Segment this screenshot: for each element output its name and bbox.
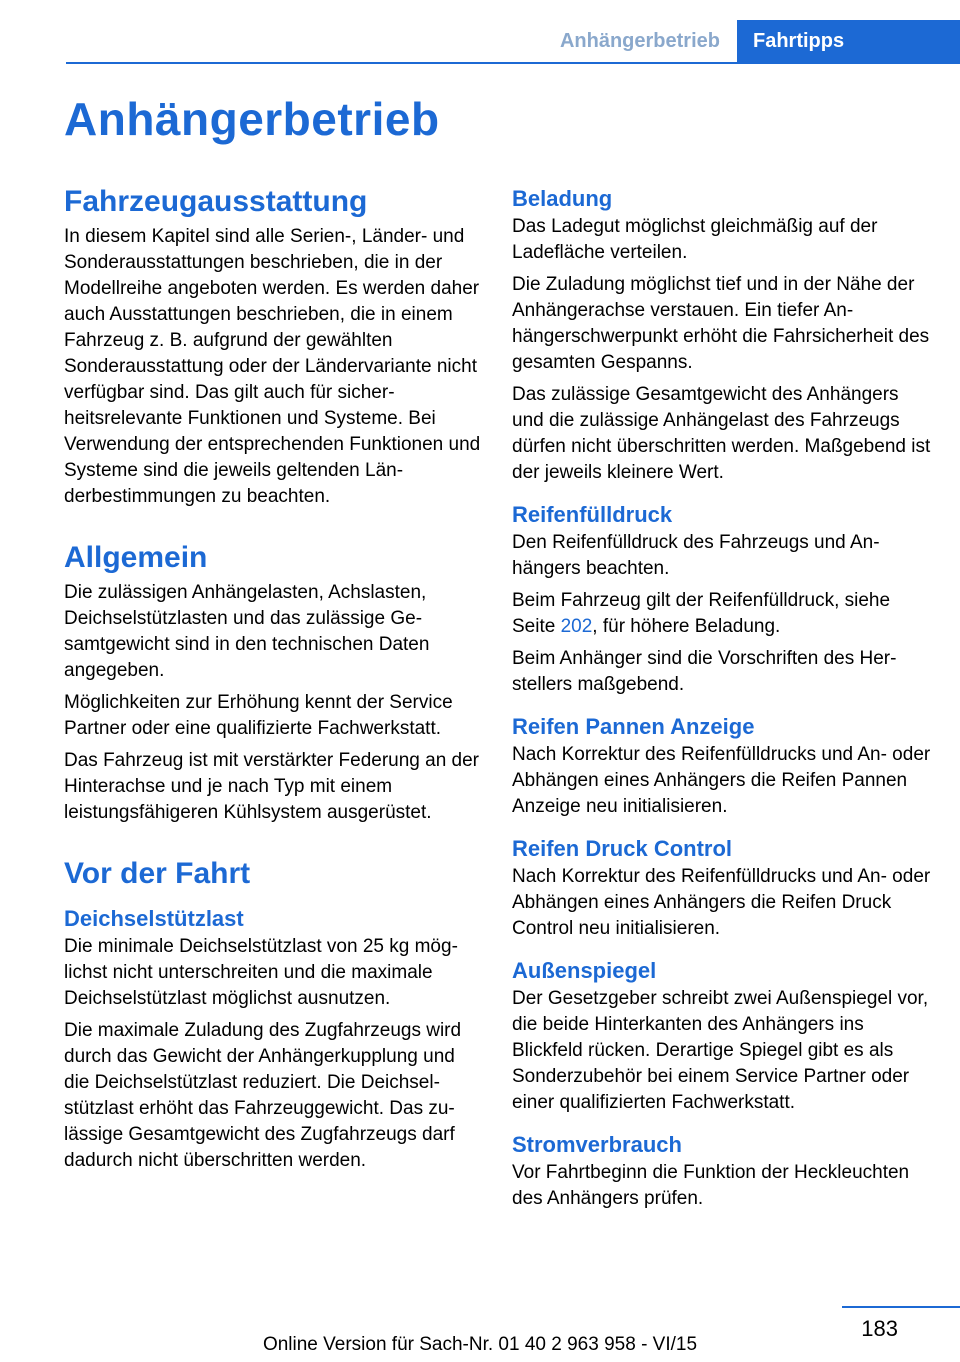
text-segment: Beim Fahrzeug gilt der Reifenfülldruck, siehe Seite — [512, 590, 891, 637]
paragraph: Nach Korrektur des Reifenfülldrucks und An- oder Abhängen eines Anhängers die Reifen Druck Control neu initialisieren. — [512, 866, 931, 939]
header-chapter-tab: Fahrtipps — [737, 20, 960, 62]
paragraph: Das Ladegut möglichst gleichmäßig auf der Ladefläche verteilen. — [512, 216, 878, 263]
header-rule — [66, 62, 960, 64]
paragraph: Die minimale Deichselstützlast von 25 kg möglichst nicht unterschreiten und die maximale Deichselstützlast möglichst ausnutzen. — [64, 936, 458, 1009]
page-number: 183 — [861, 1316, 898, 1341]
heading-fahrzeugausstattung: Fahrzeugausstattung — [64, 185, 368, 218]
subheading-reifen-druck-control: Reifen Druck Control — [512, 836, 733, 861]
text-segment: , für höhere Beladung. — [592, 616, 781, 637]
paragraph: Vor Fahrtbeginn die Funktion der Heckleuchten des Anhängers prüfen. — [512, 1162, 910, 1209]
left-column — [64, 180, 484, 1180]
subheading-beladung: Beladung — [512, 186, 613, 211]
paragraph: Das Fahrzeug ist mit verstärkter Federung an der Hinterachse und je nach Typ mit einem leistungsfähigeren Kühlsystem ausgerüstet. — [64, 750, 480, 823]
page-title: Anhängerbetrieb — [64, 93, 440, 145]
paragraph: Die Zuladung möglichst tief und in der Nähe der Anhängerachse verstauen. Ein tiefer Anhängerschwerpunkt erhöht die Fahrsicherheit des gesamten Gespanns. — [512, 274, 930, 373]
subheading-stromverbrauch: Stromverbrauch — [512, 1132, 682, 1157]
paragraph: Möglichkeiten zur Erhöhung kennt der Service Partner oder eine qualifizierte Fachwerkstatt. — [64, 692, 453, 739]
page-link[interactable]: 202 — [560, 616, 593, 637]
subheading-reifen-pannen-anzeige: Reifen Pannen Anzeige — [512, 714, 755, 739]
paragraph: Den Reifenfülldruck des Fahrzeugs und Anhängers beachten. — [512, 532, 880, 579]
footer-version-text: Online Version für Sach-Nr. 01 40 2 963 958 - VI/15 — [262, 1334, 698, 1355]
paragraph-page-reference — [512, 588, 932, 640]
paragraph: Nach Korrektur des Reifenfülldrucks und An- oder Abhängen eines Anhängers die Reifen Pannen Anzeige neu initialisieren. — [512, 744, 931, 817]
paragraph: Der Gesetzgeber schreibt zwei Außenspiegel vor, die beide Hinterkanten des Anhängers ins Blickfeld rücken. Derartige Spiegel gibt es als Sonderzubehör bei einem Service Partner oder einer qualifizierten Fachwerkstatt. — [512, 988, 929, 1113]
subheading-aussenspiegel: Außenspiegel — [512, 958, 657, 983]
heading-vor-der-fahrt: Vor der Fahrt — [64, 857, 251, 890]
paragraph: In diesem Kapitel sind alle Serien-, Länder- und Sonderausstattungen beschrieben, die in der Modellreihe angeboten werden. Es werden daher auch Ausstattungen beschrieben, die in einem Fahrzeug z. B. aufgrund der gewählten Sonderausstattung oder der Ländervariante nicht verfügbar sind. Das gilt auch für sicherheitsrelevante Funktionen und Systeme. Bei Verwendung der entsprechenden Funktionen und Systeme sind die jeweils geltenden Länderbestimmungen zu beachten. — [64, 226, 481, 507]
paragraph: Beim Anhänger sind die Vorschriften des Herstellers maßgebend. — [512, 648, 897, 695]
subheading-deichselstuetzlast: Deichselstützlast — [64, 906, 244, 931]
subheading-reifenfuelldruck: Reifenfülldruck — [512, 502, 673, 527]
paragraph: Die maximale Zuladung des Zugfahrzeugs wird durch das Gewicht der Anhängerkupplung und die Deichselstützlast reduziert. Die Deichselstützlast erhöht das Fahrzeuggewicht. Das zulässige Gesamtgewicht des Zugfahrzeugs darf dadurch nicht überschritten werden. — [64, 1020, 462, 1171]
heading-allgemein: Allgemein — [64, 541, 208, 574]
paragraph: Das zulässige Gesamtgewicht des Anhängers und die zulässige Anhängelast des Fahrzeugs dürfen nicht überschritten werden. Maßgebend ist der jeweils kleinere Wert. — [512, 384, 931, 483]
header-section-title: Anhängerbetrieb — [559, 30, 720, 52]
right-column — [512, 184, 932, 1218]
paragraph: Die zulässigen Anhängelasten, Achslasten, Deichselstützlasten und das zulässige Gesamtgewicht sind in den technischen Daten angegeben. — [64, 582, 430, 681]
footer-rule — [842, 1306, 960, 1308]
